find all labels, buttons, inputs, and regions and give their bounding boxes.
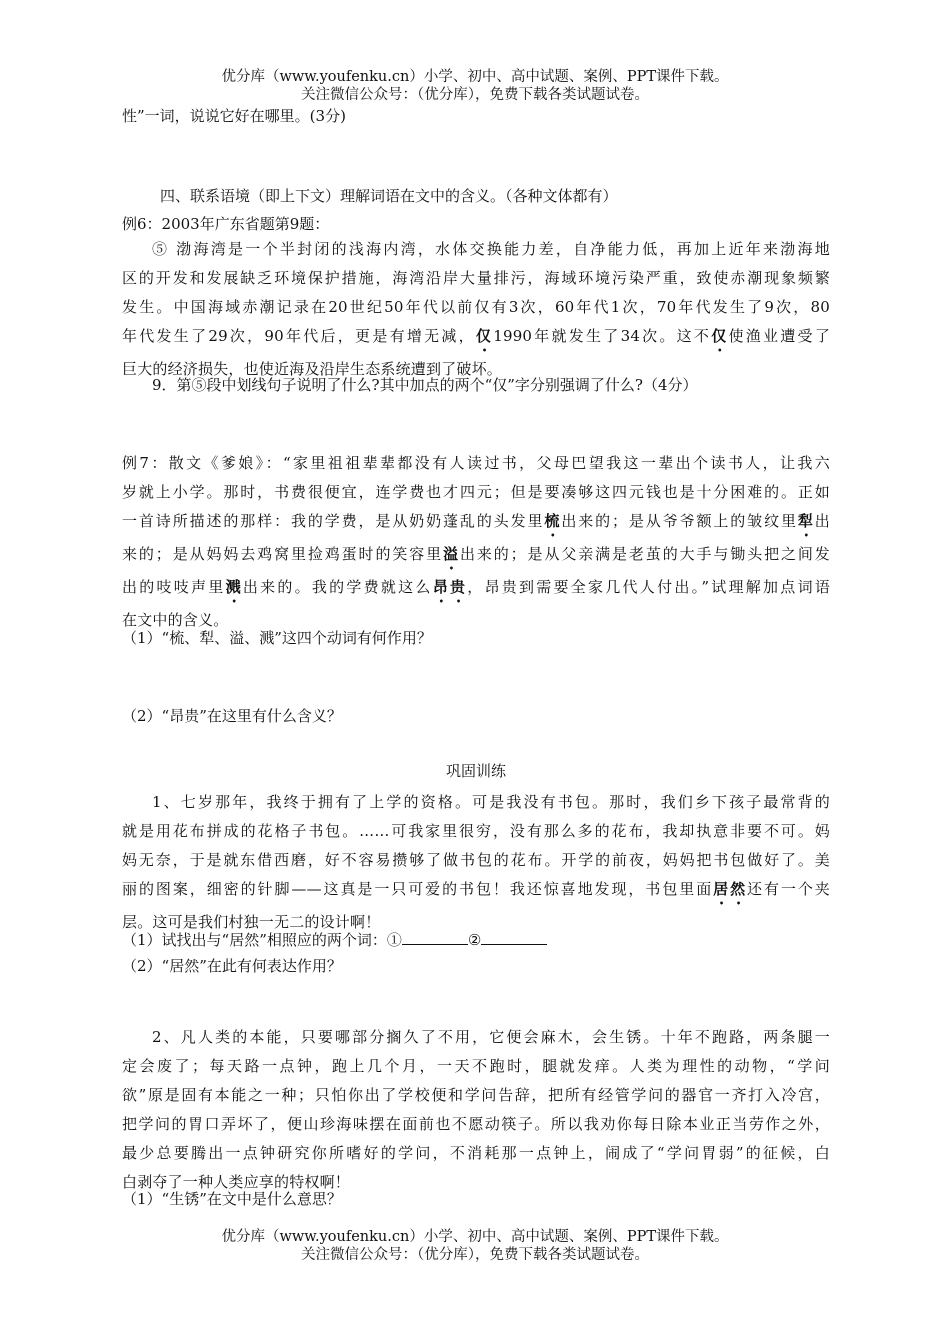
passage-line: 把学问的胃口弄坏了，便山珍海味摆在面前也不愿动筷子。所以我劝你每日除本业正当劳作之外， [122, 1115, 830, 1133]
emphasized-word: 溅 [225, 578, 243, 596]
emphasized-word: 仅 [711, 327, 729, 345]
passage-line [122, 573, 830, 606]
answer-blank-2[interactable] [481, 930, 547, 945]
text-run: 还有一个夹 [747, 880, 830, 898]
text-run: 使渔业遭受了 [728, 327, 831, 345]
practice-2-passage [122, 1023, 830, 1197]
passage-line: 发生。中国海域赤潮记录在20世纪50年代以前仅有3次，60年代1次，70年代发生了9次，80 [122, 298, 830, 316]
practice-1-question-1 [122, 927, 830, 953]
passage-line: 例7：散文《爹娘》：“家里祖祖辈辈都没有人读过书，父母巴望我这一辈出个读书人，让我六 [122, 454, 830, 472]
practice-2-question-1: （1）“生锈”在文中是什么意思？ [122, 1190, 342, 1208]
passage-line: 妈无奈，于是就东借西磨，好不容易攒够了做书包的花布。开学的前夜，妈妈把书包做好了。美 [122, 851, 830, 869]
example-6-title: 例6：2003年广东省题第9题： [122, 215, 330, 233]
passage-line [122, 507, 830, 540]
passage-line: ⑤ 渤海湾是一个半封闭的浅海内湾，水体交换能力差，自净能力低，再加上近年来渤海地 [152, 240, 830, 258]
example-7-passage [122, 449, 830, 635]
example-7-question-1: （1）“梳、犁、溢、溅”这四个动词有何作用？ [122, 629, 432, 647]
text-run: ，昂贵到需要全家几代人付出。”试理解加点词语 [467, 578, 831, 596]
passage-line: 1、七岁那年，我终于拥有了上学的资格。可是我没有书包。那时，我们乡下孩子最常背的 [152, 793, 830, 811]
section-4-heading: 四、联系语境（即上下文）理解词语在文中的含义。（各种文体都有） [160, 187, 618, 205]
practice-title: 巩固训练 [445, 762, 506, 780]
header-line-2: 关注微信公众号：（优分库），免费下载各类试题试卷。 [301, 87, 649, 103]
text-run: 一首诗所描述的那样：我的学费，是从奶奶蓬乱的头发里 [122, 512, 545, 530]
text-run: 1990年就发生了34次。这不 [493, 327, 712, 345]
text-run: 丽的图案，细密的针脚——这真是一只可爱的书包！我还惊喜地发现，书包里面 [122, 880, 714, 898]
answer-blank-1[interactable] [402, 930, 468, 945]
passage-line [122, 875, 830, 908]
emphasized-word: 居然 [713, 880, 748, 898]
passage-line: 层。这可是我们村独一无二的设计啊！ [122, 913, 381, 931]
header-line-1: 优分库（www.youfenku.cn）小学、初中、高中试题、案例、PPT课件下载。 [221, 69, 729, 85]
practice-1-question-2: （2）“居然”在此有何表达作用？ [122, 957, 342, 975]
passage-line [122, 322, 830, 355]
passage-line: 2、凡人类的本能，只要哪部分搁久了不用，它便会麻木，会生锈。十年不跑路，两条腿一 [152, 1028, 830, 1046]
passage-line [122, 540, 830, 573]
emphasized-word: 溢 [443, 545, 460, 563]
passage-line: 区的开发和发展缺乏环境保护措施，海湾沿岸大量排污，海域环境污染严重，致使赤潮现象频繁 [122, 269, 830, 287]
emphasized-word: 梳 [544, 512, 562, 530]
passage-line: 岁就上小学。那时，书费很便宜，连学费也才四元；但是要凑够这四元钱也是十分困难的。正如 [122, 483, 830, 501]
passage-line: 定会废了；每天路一点钟，跑上几个月，一天不跑时，腿就发痒。人类为理性的动物，“学问 [122, 1057, 830, 1075]
page-footer [0, 1228, 950, 1264]
text-run: 年代发生了29次，90年代后，更是有增无减， [122, 327, 476, 345]
passage-line: 欲”原是固有本能之一种；只怕你出了学校便和学问告辞，把所有经管学问的器官一齐打入冷宫， [122, 1086, 830, 1104]
question-text: ② [467, 931, 482, 949]
text-run: 出来的；是从爷爷额上的皱纹里 [561, 512, 798, 530]
example-6-question: 9．第⑤段中划线句子说明了什么?其中加点的两个“仅”字分别强调了什么?（4分） [152, 376, 698, 394]
text-run: 出来的；是从父亲满是老茧的大手与锄头把之间发 [459, 545, 830, 563]
practice-1-passage [122, 788, 830, 937]
passage-line: 巨大的经济损失，也使近海及沿岸生态系统遭到了破坏。 [122, 360, 503, 378]
text-run: 出来的。我的学费就这么 [242, 578, 433, 596]
emphasized-word: 仅 [475, 327, 494, 345]
emphasized-word: 昂贵 [432, 578, 468, 596]
text-run: 出的吱吱声里 [122, 578, 226, 596]
example-7-question-2: （2）“昂贵”在这里有什么含义？ [122, 707, 342, 725]
text-run: 出 [814, 512, 830, 530]
passage-line: 白剥夺了一种人类应享的特权啊！ [122, 1173, 351, 1191]
footer-line-2: 关注微信公众号：（优分库），免费下载各类试题试卷。 [301, 1247, 649, 1263]
example-6-passage [122, 235, 830, 384]
passage-line: 最少总要腾出一点钟研究你所嗜好的学问，不消耗那一点钟上，闹成了“学问胃弱”的征候，白 [122, 1144, 830, 1162]
footer-line-1: 优分库（www.youfenku.cn）小学、初中、高中试题、案例、PPT课件下载。 [221, 1229, 729, 1245]
passage-line: 在文中的含义。 [122, 611, 229, 629]
page-header [0, 68, 950, 104]
question-text: （1）试找出与“居然”相照应的两个词：① [122, 931, 402, 949]
top-fragment: 性”一词，说说它好在哪里。(3分) [122, 107, 346, 125]
text-run: 来的；是从妈妈去鸡窝里捡鸡蛋时的笑容里 [122, 545, 444, 563]
passage-line: 就是用花布拼成的花格子书包。……可我家里很穷，没有那么多的花布，我却执意非要不可。妈 [122, 822, 830, 840]
emphasized-word: 犁 [797, 512, 815, 530]
